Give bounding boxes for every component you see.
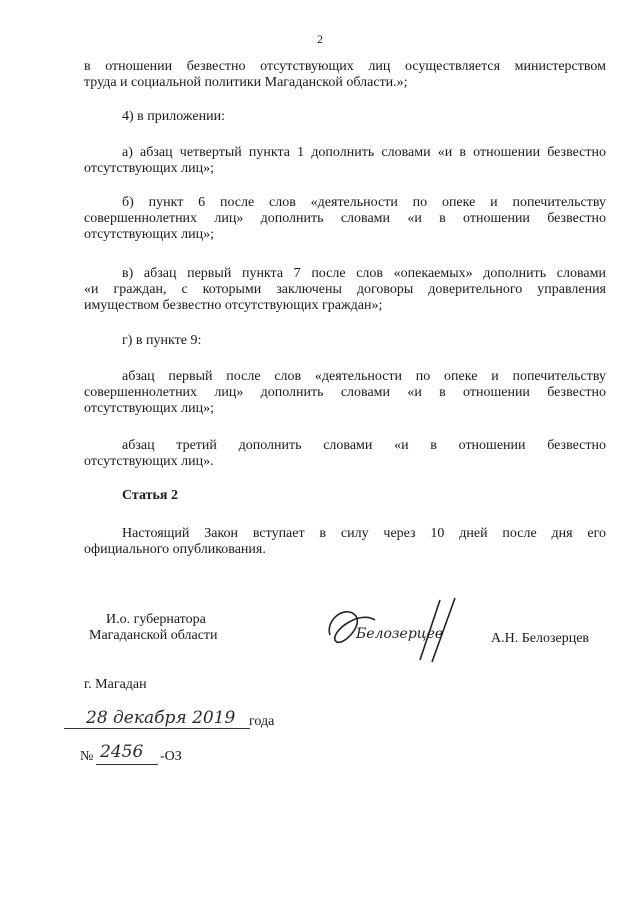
text-line: в отношении безвестно отсутствующих лиц осуществляется министерством — [84, 59, 606, 74]
number-prefix: № — [80, 749, 94, 764]
text-line: отсутствующих лиц»; — [84, 161, 214, 176]
text-line: б) пункт 6 после слов «деятельности по опеке и попечительству — [122, 195, 606, 210]
paragraph-first-abzac — [84, 369, 606, 417]
article-heading — [84, 488, 606, 504]
signature-handwriting: Белозерцев — [356, 626, 444, 642]
article-title: Статья 2 — [122, 488, 178, 503]
signatory-title-line2: Магаданской области — [89, 628, 218, 643]
text-line: отсутствующих лиц». — [84, 454, 214, 469]
signatory-title-line1: И.о. губернатора — [106, 612, 206, 627]
text-line: труда и социальной политики Магаданской области.»; — [84, 75, 408, 90]
text-line: а) абзац четвертый пункта 1 дополнить словами «и в отношении безвестно — [122, 145, 606, 160]
number-underline — [96, 764, 158, 765]
signatory-name: А.Н. Белозерцев — [491, 631, 590, 646]
paragraph-g — [84, 333, 606, 349]
text-line: абзац первый после слов «деятельности по опеке и попечительству — [122, 369, 606, 384]
text-line: совершеннолетних лиц» дополнить словами «и в отношении безвестно — [84, 211, 606, 226]
page-number: 2 — [317, 32, 323, 46]
paragraph-third-abzac — [84, 438, 606, 470]
text-line: Настоящий Закон вступает в силу через 10 дней после дня его — [122, 526, 606, 541]
text-line: отсутствующих лиц»; — [84, 401, 214, 416]
text-line: имуществом безвестно отсутствующих граждан»; — [84, 298, 383, 313]
text-line: г) в пункте 9: — [122, 333, 202, 348]
number-suffix: -ОЗ — [160, 749, 182, 764]
paragraph-v — [84, 266, 606, 314]
date-suffix: года — [249, 714, 275, 729]
text-line: «и граждан, с которыми заключены договоры доверительного управления — [84, 282, 606, 297]
handwritten-number: 2456 — [100, 742, 144, 762]
city: г. Магадан — [84, 677, 147, 692]
text-line: отсутствующих лиц»; — [84, 227, 214, 242]
text-line: абзац третий дополнить словами «и в отношении безвестно — [122, 438, 606, 453]
handwritten-signature — [320, 590, 470, 670]
paragraph-ministry — [84, 59, 606, 91]
date-underline — [64, 728, 250, 729]
text-line: в) абзац первый пункта 7 после слов «опекаемых» дополнить словами — [122, 266, 606, 281]
paragraph-b — [84, 195, 606, 243]
text-line: 4) в приложении: — [122, 109, 225, 124]
text-line: совершеннолетних лиц» дополнить словами «и в отношении безвестно — [84, 385, 606, 400]
paragraph-effective-date — [84, 526, 606, 558]
handwritten-date: 28 декабря 2019 — [86, 708, 236, 728]
paragraph-a — [84, 145, 606, 177]
paragraph-appendix — [84, 109, 606, 125]
text-line: официального опубликования. — [84, 542, 266, 557]
